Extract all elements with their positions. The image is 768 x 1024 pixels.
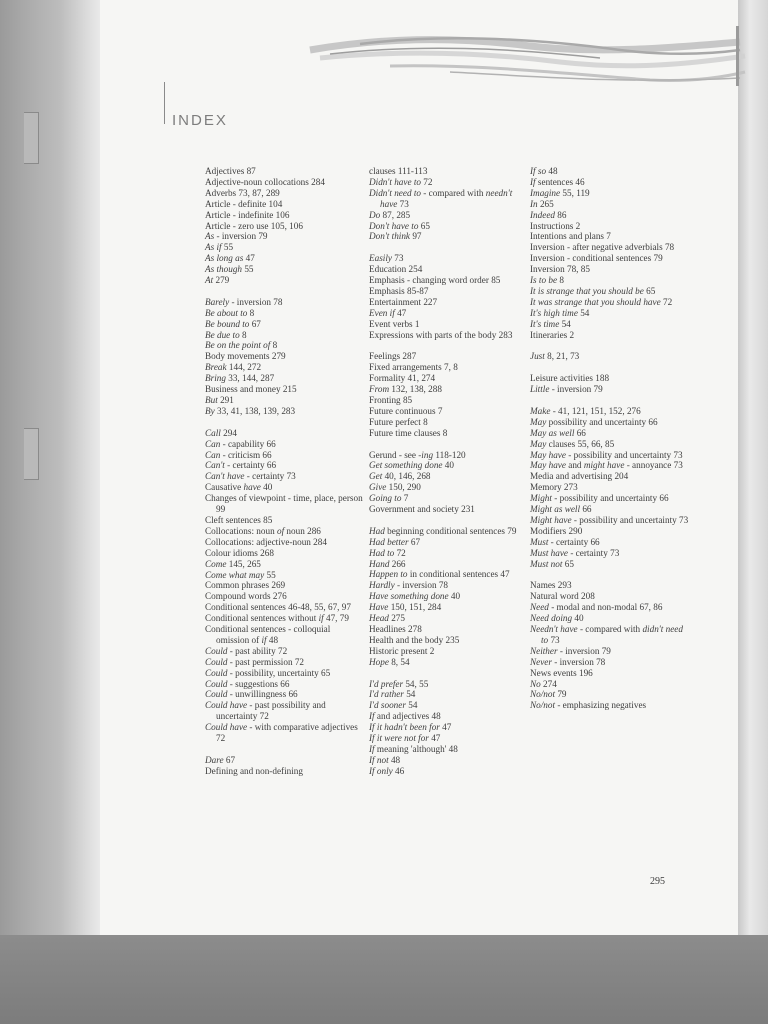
index-group-gap: [369, 515, 529, 526]
index-entry: Be about to 8: [205, 307, 255, 318]
index-entry: Instructions 2: [530, 220, 581, 231]
index-entry: If and adjectives 48: [369, 711, 441, 722]
index-entry: Cleft sentences 85: [205, 514, 273, 525]
index-entry: Needn't have - compared with didn't need to 73: [530, 624, 683, 645]
index-entry: Is to be 8: [530, 275, 564, 286]
index-entry: Hardly - inversion 78: [369, 580, 449, 591]
index-entry: Call 294: [205, 427, 237, 438]
index-entry: Leisure activities 188: [530, 373, 610, 384]
scan-right-edge: [738, 0, 768, 935]
index-entry: May have and might have - annoyance 73: [530, 460, 683, 471]
index-entry: Had to 72: [369, 547, 406, 558]
index-entry: Defining and non-defining: [205, 765, 303, 776]
index-entry: clauses 111-113: [369, 166, 428, 176]
index-entry: Dare 67: [205, 754, 236, 765]
index-entry: Come 145, 265: [205, 558, 261, 569]
index-entry: As if 55: [205, 242, 234, 253]
index-entry: Bring 33, 144, 287: [205, 373, 275, 384]
index-entry: By 33, 41, 138, 139, 283: [205, 405, 296, 416]
index-group-gap: [205, 286, 365, 297]
heading-rule: [164, 82, 165, 124]
index-entry: Happen to in conditional sentences 47: [369, 569, 510, 580]
index-entry: Might - possibility and uncertainty 66: [530, 493, 669, 504]
index-entry: Come what may 55: [205, 569, 276, 580]
index-entry: Future continuous 7: [369, 405, 443, 416]
index-entry: If it hadn't been for 47: [369, 722, 452, 733]
index-entry: Causative have 40: [205, 482, 273, 493]
index-entry: If not 48: [369, 754, 401, 765]
index-entry: Conditional sentences 46-48, 55, 67, 97: [205, 602, 351, 613]
index-entry: Expressions with parts of the body 283: [369, 329, 513, 340]
index-entry: I'd sooner 54: [369, 700, 418, 711]
index-entry: Make - 41, 121, 151, 152, 276: [530, 405, 641, 416]
index-entry: Must have - certainty 73: [530, 547, 620, 558]
index-entry: Neither - inversion 79: [530, 645, 611, 656]
index-entry: Media and advertising 204: [530, 471, 629, 482]
index-entry: Could - unwillingness 66: [205, 689, 298, 700]
index-entry: Historic present 2: [369, 645, 435, 656]
index-entry: Modifiers 290: [530, 525, 583, 536]
index-entry: Emphasis 85-87: [369, 285, 429, 296]
index-entry: Easily 73: [369, 253, 404, 264]
index-entry: Compound words 276: [205, 591, 287, 602]
index-entry: Article - definite 104: [205, 198, 283, 209]
index-entry: May possibility and uncertainty 66: [530, 416, 658, 427]
index-entry: Adjectives 87: [205, 166, 256, 176]
index-entry: Head 275: [369, 613, 405, 624]
index-entry: Might as well 66: [530, 504, 592, 515]
index-column-3: [530, 166, 690, 711]
index-entry: Article - zero use 105, 106: [205, 220, 303, 231]
index-entry: Collocations: adjective-noun 284: [205, 536, 327, 547]
index-group-gap: [369, 439, 529, 450]
index-entry: Feelings 287: [369, 351, 417, 362]
index-entry: If it were not for 47: [369, 733, 441, 744]
page-tab-mark: [24, 428, 39, 480]
index-entry: Intentions and plans 7: [530, 231, 611, 242]
index-entry: If meaning 'although' 48: [369, 743, 458, 754]
index-entry: It was strange that you should have 72: [530, 296, 673, 307]
index-entry: Have something done 40: [369, 591, 461, 602]
index-entry: It is strange that you should be 65: [530, 285, 656, 296]
page-tab-mark: [24, 112, 39, 164]
index-entry: Be on the point of 8: [205, 340, 278, 351]
index-entry: Inversion 78, 85: [530, 264, 590, 275]
index-entry: Could have - past possibility and uncertainty 72: [205, 700, 326, 722]
index-entry: Don't think 97: [369, 231, 422, 242]
index-entry: Event verbs 1: [369, 318, 420, 329]
index-entry: Inversion - after negative adverbials 78: [530, 242, 675, 253]
index-entry: Common phrases 269: [205, 580, 286, 591]
page-number: 295: [650, 876, 665, 887]
index-entry: Future perfect 8: [369, 416, 428, 427]
index-entry: Do 87, 285: [369, 209, 411, 220]
index-entry: Formality 41, 274: [369, 373, 436, 384]
index-group-gap: [530, 362, 690, 373]
index-entry: Health and the body 235: [369, 634, 460, 645]
index-entry: Barely - inversion 78: [205, 296, 283, 307]
index-entry: From 132, 138, 288: [369, 384, 442, 395]
index-entry: Memory 273: [530, 482, 578, 493]
index-entry: Need doing 40: [530, 613, 584, 624]
index-entry: If only 46: [369, 765, 405, 776]
index-entry: Indeed 86: [530, 209, 567, 220]
index-entry: But 291: [205, 395, 234, 406]
index-entry: It's time 54: [530, 318, 571, 329]
index-entry: Itineraries 2: [530, 329, 575, 340]
index-entry: Can't have - certainty 73: [205, 471, 296, 482]
index-entry: Education 254: [369, 264, 423, 275]
index-entry: Can - capability 66: [205, 438, 276, 449]
index-entry: Have 150, 151, 284: [369, 602, 442, 613]
index-entry: As - inversion 79: [205, 231, 268, 242]
index-entry: Hope 8, 54: [369, 656, 410, 667]
index-entry: As though 55: [205, 264, 254, 275]
index-entry: May clauses 55, 66, 85: [530, 438, 615, 449]
index-entry: Can't - certainty 66: [205, 460, 277, 471]
index-entry: News events 196: [530, 667, 593, 678]
index-entry: Fixed arrangements 7, 8: [369, 362, 458, 373]
index-entry: Government and society 231: [369, 504, 475, 515]
index-entry: Give 150, 290: [369, 482, 421, 493]
index-entry: Article - indefinite 106: [205, 209, 290, 220]
index-entry: Changes of viewpoint - time, place, person 99: [205, 493, 363, 515]
index-entry: Must - certainty 66: [530, 536, 600, 547]
index-entry: Get 40, 146, 268: [369, 471, 431, 482]
index-entry: Don't have to 65: [369, 220, 430, 231]
index-entry: Could have - with comparative adjectives 72: [205, 722, 358, 744]
index-entry: Be due to 8: [205, 329, 247, 340]
index-entry: Could - suggestions 66: [205, 678, 290, 689]
index-entry: Had beginning conditional sentences 79: [369, 525, 517, 536]
index-entry: No/not - emphasizing negatives: [530, 700, 647, 711]
index-group-gap: [205, 744, 365, 755]
index-entry: Headlines 278: [369, 624, 422, 634]
index-entry: Could - possibility, uncertainty 65: [205, 667, 331, 678]
index-entry: Need - modal and non-modal 67, 86: [530, 602, 663, 613]
index-entry: As long as 47: [205, 253, 255, 264]
index-entry: Future time clauses 8: [369, 427, 448, 438]
index-group-gap: [369, 242, 529, 253]
index-entry: Adverbs 73, 87, 289: [205, 187, 280, 198]
index-entry: Body movements 279: [205, 351, 286, 362]
index-entry: Inversion - conditional sentences 79: [530, 253, 663, 264]
index-entry: Didn't have to 72: [369, 176, 433, 187]
index-entry: Could - past ability 72: [205, 645, 288, 656]
index-entry: Must not 65: [530, 558, 574, 569]
index-entry: If so 48: [530, 166, 558, 176]
index-entry: Adjective-noun collocations 284: [205, 176, 325, 187]
index-entry: Didn't need to - compared with needn't have 73: [369, 187, 513, 209]
index-entry: No 274: [530, 678, 557, 689]
index-entry: Never - inversion 78: [530, 656, 606, 667]
index-entry: Can - criticism 66: [205, 449, 272, 460]
index-entry: Colour idioms 268: [205, 547, 274, 558]
index-column-1: [205, 166, 365, 777]
index-entry: May as well 66: [530, 427, 586, 438]
index-entry: Hand 266: [369, 558, 406, 569]
index-entry: Fronting 85: [369, 395, 413, 405]
index-entry: Gerund - see -ing 118-120: [369, 449, 466, 460]
index-entry: Even if 47: [369, 307, 407, 318]
index-entry: Natural word 208: [530, 591, 595, 602]
index-entry: Imagine 55, 119: [530, 187, 590, 198]
brush-stroke-decoration: [300, 20, 750, 100]
index-entry: Business and money 215: [205, 384, 297, 395]
index-entry: I'd rather 54: [369, 689, 416, 700]
index-entry: Conditional sentences without if 47, 79: [205, 613, 349, 624]
index-entry: In 265: [530, 198, 554, 209]
index-entry: Collocations: noun of noun 286: [205, 525, 321, 536]
index-entry: No/not 79: [530, 689, 567, 700]
index-entry: If sentences 46: [530, 176, 585, 187]
index-heading: INDEX: [172, 112, 228, 129]
index-group-gap: [530, 341, 690, 352]
index-entry: Break 144, 272: [205, 362, 262, 373]
index-entry: Going to 7: [369, 493, 409, 504]
index-entry: Might have - possibility and uncertainty 73: [530, 514, 689, 525]
index-entry: Little - inversion 79: [530, 384, 603, 395]
index-entry: Conditional sentences - colloquial omission of if 48: [205, 624, 331, 645]
index-entry: I'd prefer 54, 55: [369, 678, 429, 689]
index-entry: Emphasis - changing word order 85: [369, 275, 501, 286]
index-entry: May have - possibility and uncertainty 73: [530, 449, 683, 460]
index-entry: It's high time 54: [530, 307, 590, 318]
index-entry: Could - past permission 72: [205, 656, 305, 667]
index-group-gap: [369, 668, 529, 679]
index-column-2: [369, 166, 529, 777]
index-entry: At 279: [205, 275, 230, 286]
index-entry: Entertainment 227: [369, 296, 438, 307]
index-entry: Names 293: [530, 580, 572, 591]
index-entry: Be bound to 67: [205, 318, 261, 329]
index-group-gap: [369, 340, 529, 351]
index-group-gap: [205, 417, 365, 428]
index-group-gap: [530, 569, 690, 580]
index-entry: Get something done 40: [369, 460, 454, 471]
index-group-gap: [530, 395, 690, 406]
scan-left-shadow: [0, 0, 110, 935]
scan-bottom-band: [0, 935, 768, 1024]
index-entry: Just 8, 21, 73: [530, 351, 580, 362]
index-entry: Had better 67: [369, 536, 421, 547]
